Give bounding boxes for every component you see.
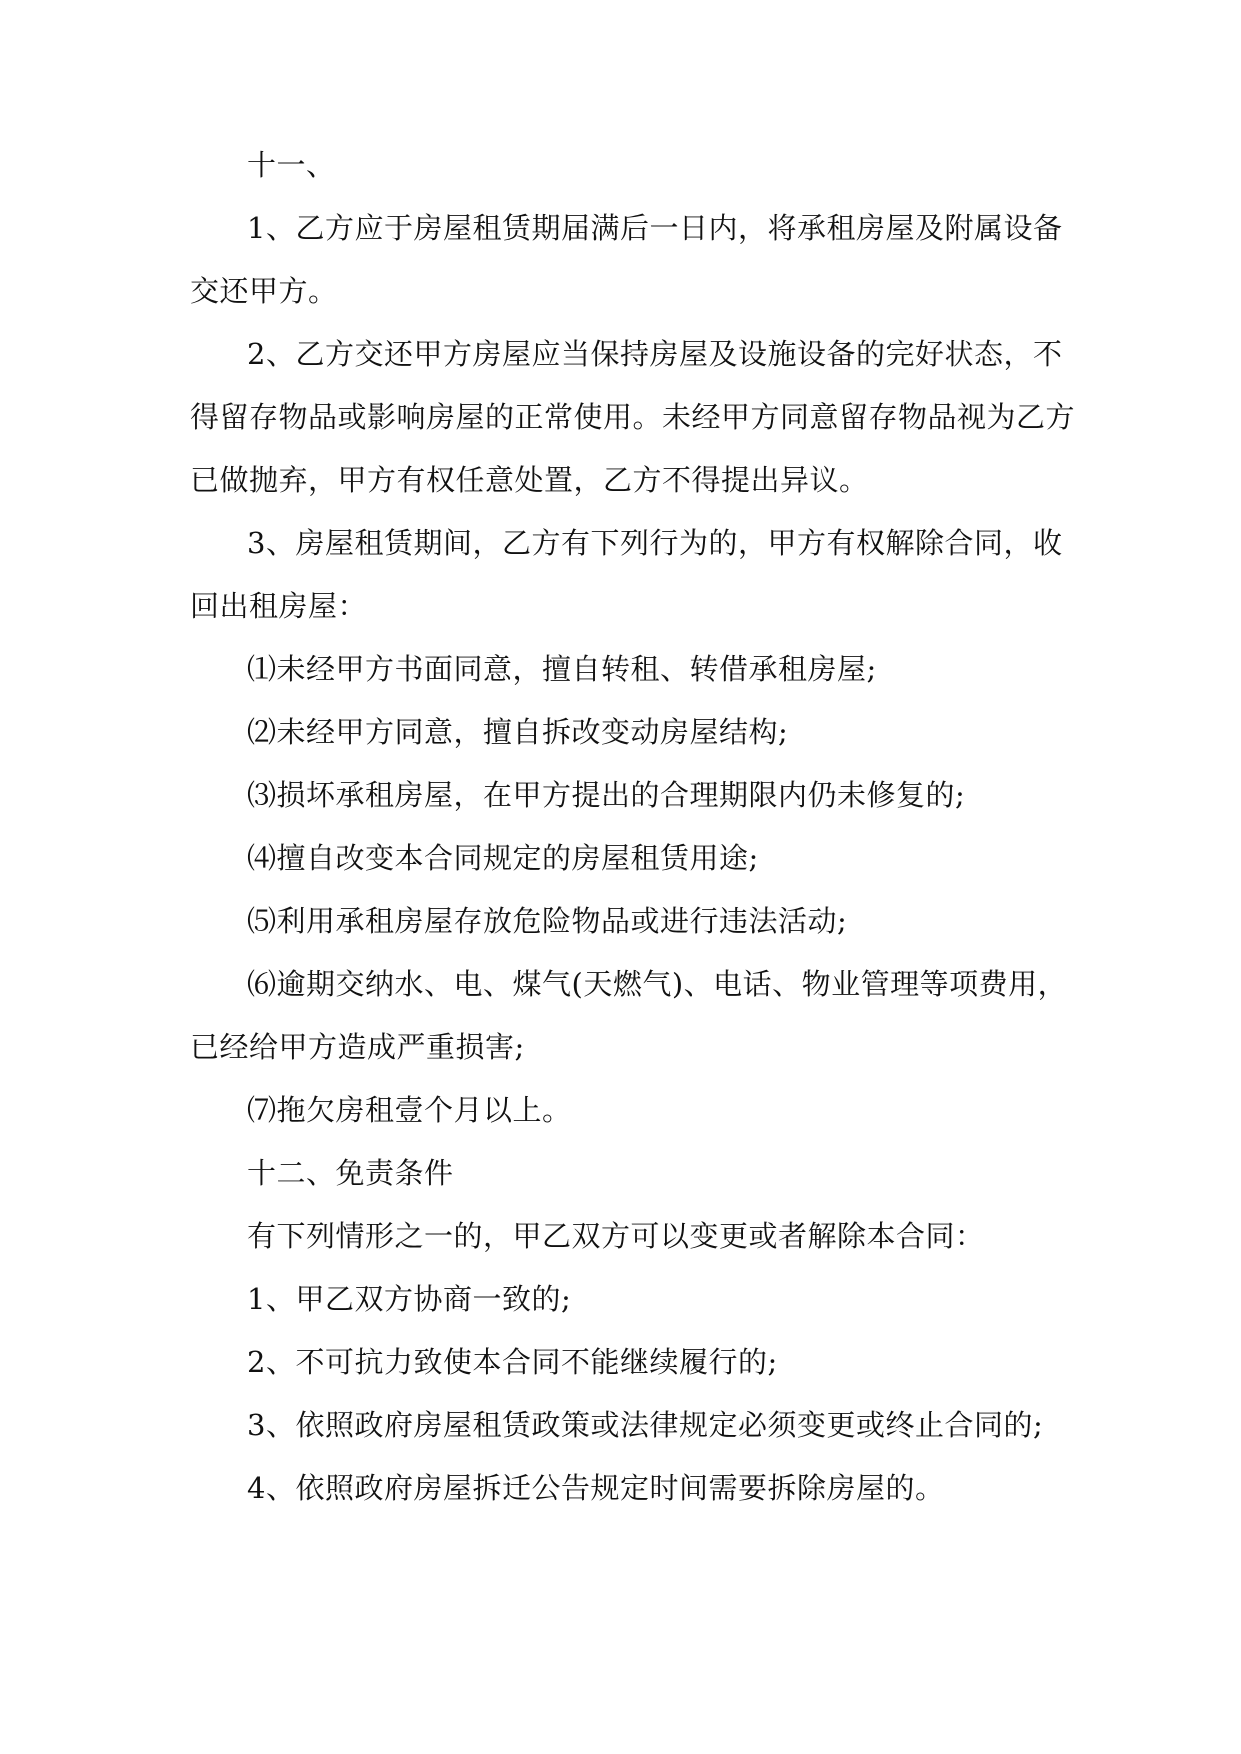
paragraph-line: 回出租房屋： [190, 589, 368, 623]
list-item: 4、依照政府房屋拆迁公告规定时间需要拆除房屋的。 [247, 1471, 945, 1505]
list-item: ⑵未经甲方同意，擅自拆改变动房屋结构; [247, 715, 789, 749]
list-item: 1、甲乙双方协商一致的; [247, 1282, 572, 1316]
list-item: ⑶损坏承租房屋，在甲方提出的合理期限内仍未修复的; [247, 778, 966, 812]
list-item: 已经给甲方造成严重损害; [190, 1030, 525, 1064]
list-item: ⑺拖欠房租壹个月以上。 [247, 1093, 572, 1127]
paragraph-line: 1、乙方应于房屋租赁期届满后一日内，将承租房屋及附属设备 [247, 211, 1063, 245]
list-item: ⑴未经甲方书面同意，擅自转租、转借承租房屋; [247, 652, 877, 686]
section-heading-11: 十一、 [247, 148, 336, 182]
paragraph-line: 3、房屋租赁期间，乙方有下列行为的，甲方有权解除合同，收 [247, 526, 1063, 560]
list-item: 3、依照政府房屋租赁政策或法律规定必须变更或终止合同的; [247, 1408, 1044, 1442]
paragraph-line: 2、乙方交还甲方房屋应当保持房屋及设施设备的完好状态，不 [247, 337, 1063, 371]
list-item: ⑸利用承租房屋存放危险物品或进行违法活动; [247, 904, 848, 938]
paragraph-line: 已做抛弃，甲方有权任意处置，乙方不得提出异议。 [190, 463, 869, 497]
paragraph-line: 得留存物品或影响房屋的正常使用。未经甲方同意留存物品视为乙方 [190, 400, 1076, 434]
paragraph-line: 交还甲方。 [190, 274, 338, 308]
paragraph-line: 有下列情形之一的，甲乙双方可以变更或者解除本合同： [247, 1219, 985, 1253]
section-heading-12: 十二、免责条件 [247, 1156, 454, 1190]
list-item: 2、不可抗力致使本合同不能继续履行的; [247, 1345, 778, 1379]
list-item: ⑹逾期交纳水、电、煤气(天燃气)、电话、物业管理等项费用， [247, 967, 1068, 1001]
list-item: ⑷擅自改变本合同规定的房屋租赁用途; [247, 841, 759, 875]
